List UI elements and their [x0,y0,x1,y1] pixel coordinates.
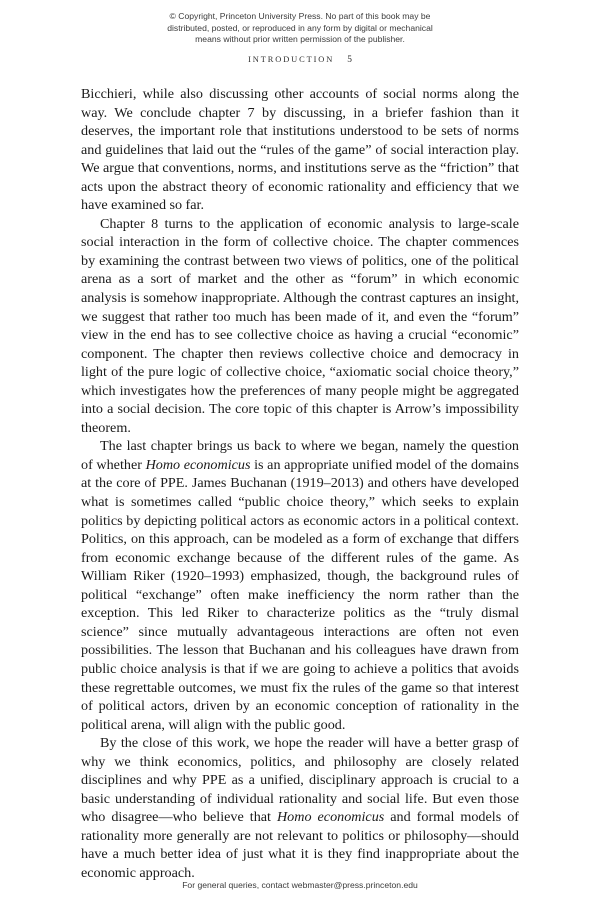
para-by-the-close-italic-1: Homo economicus [276,809,385,826]
running-head [0,55,600,65]
page-folio-number: 5 [347,55,352,65]
para-by-the-close: By the close of this work, we hope the reader will have a better grasp of why we think economics, politics, and philosophy are closely related disciplines and why PPE as a unified, disciplinary approach is crucial to a basic understanding of individual rationality and social life. But even those who disagree—who believe that Homo economicus and formal models of rationality more generally are not relevant to politics or philosophy—should have a much better idea of just what it is they find inappropriate about the economic approach. [81,735,519,881]
copyright-stamp [0,11,600,46]
copyright-stamp-line-1: © Copyright, Princeton University Press. No part of this book may be [169,11,431,21]
footer-query-stamp [0,880,600,892]
footer-query-text: For general queries, contact webmaster@press.princeton.edu [182,880,418,890]
copyright-stamp-line-3: means without prior written permission of the publisher. [195,34,405,45]
para-chapter-8: Chapter 8 turns to the application of economic analysis to large-scale social interaction in the form of collective choice. The chapter commences by examining the contrast between two views of politics, one of the political arena as a sort of market and the other as “forum” in which economic analysis is somehow inappropriate. Although the contrast captures an insight, we suggest that rather too much has been made of it, and even the “forum” view in the end has to see collective choice as having a crucial “economic” component. The chapter then reviews collective choice and democracy in light of the pure logic of collective choice, “axiomatic social choice theory,” which investigates how the preferences of many people might be aggregated into a social decision. The core topic of this chapter is Arrow’s impossibility theorem. [81,215,519,436]
para-last-chapter: The last chapter brings us back to where we began, namely the question of whether Homo economicus is an appropriate unified model of the domains at the core of PPE. James Buchanan (1919–2013) and others have developed what is sometimes called “public choice theory,” which seeks to explain politics by depicting political actors as economic actors in a political context. Politics, on this approach, can be modeled as a form of exchange that differs from economic exchange because of the different rules of the game. As William Riker (1920–1993) emphasized, though, the background rules of political “exchange” often make inefficiency the norm rather than the exception. This led Riker to characterize politics as the “truly dismal science” since mutually advantageous interactions are often not even possibilities. The lesson that Buchanan and his colleagues have drawn from public choice analysis is that if we are going to achieve a politics that avoids these regrettable outcomes, we must fix the rules of the game so that interest of political actors, driven by an economic conception of rationality in the political arena, will align with the public good. [81,438,519,733]
copyright-stamp-line-2: distributed, posted, or reproduced in any form by digital or mechanical [167,22,433,33]
body-text-block [81,85,519,883]
para-bicchieri: Bicchieri, while also discussing other accounts of social norms along the way. We conclude chapter 7 by discussing, in a briefer fashion than it deserves, the important role that institutions understood to be sets of norms and guidelines that laid out the “rules of the game” of social interaction play. We argue that conventions, norms, and institutions serve as the “friction” that acts upon the abstract theory of economic rationality and efficiency that we have examined so far. [81,86,519,214]
para-last-chapter-italic-1: Homo economicus [145,456,251,473]
running-head-title: INTRODUCTION [248,55,335,64]
